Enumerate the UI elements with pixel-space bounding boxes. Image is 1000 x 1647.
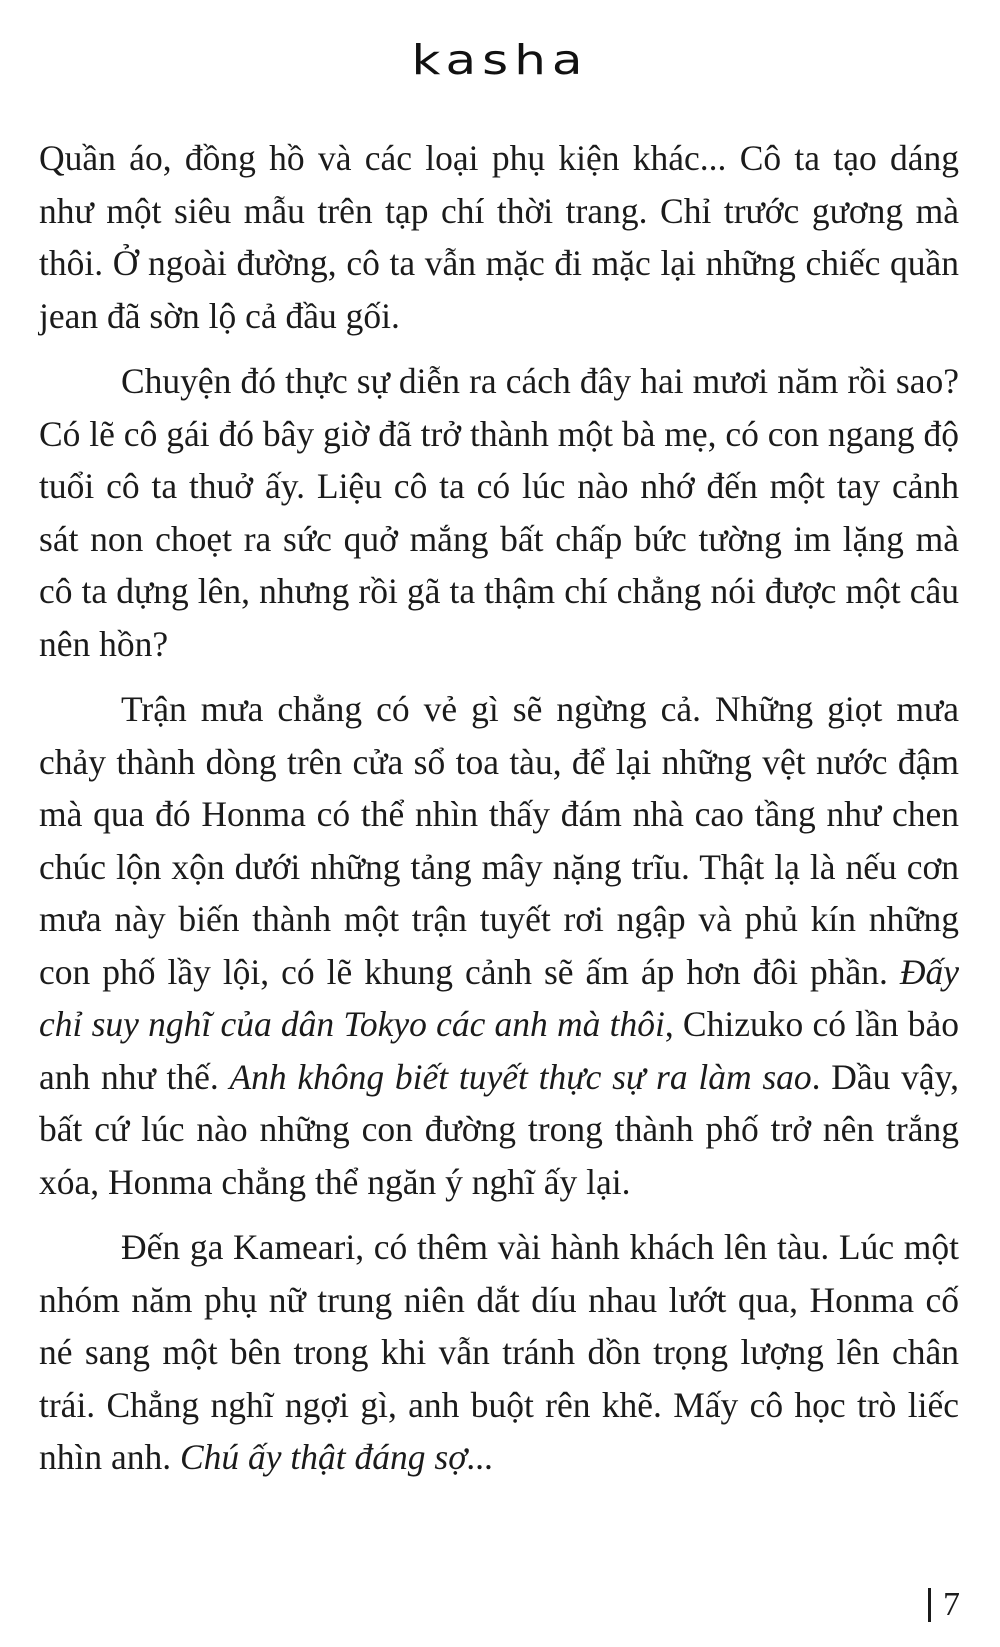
page-number: 7 (943, 1586, 960, 1623)
text-segment: Trận mưa chẳng có vẻ gì sẽ ngừng cả. Những giọt mưa chảy thành dòng trên cửa sổ toa tàu, để lại những vệt nước đậm mà qua đó Honma có thể nhìn thấy đám nhà cao tầng như chen chúc lộn xộn dưới những tảng mây nặng trĩu. Thật lạ là nếu cơn mưa này biến thành một trận tuyết rơi ngập và phủ kín những con phố lầy lội, có lẽ khung cảnh sẽ ấm áp hơn đôi phần. (39, 689, 959, 992)
paragraph-1 (39, 132, 959, 342)
page-number-divider (928, 1588, 931, 1622)
paragraph-3 (39, 683, 959, 1208)
paragraph-4 (39, 1221, 959, 1484)
text-segment: Đến ga Kameari, có thêm vài hành khách lên tàu. Lúc một nhóm năm phụ nữ trung niên dắt díu nhau lướt qua, Honma cố né sang một bên trong khi vẫn tránh dồn trọng lượng lên chân trái. Chẳng nghĩ ngợi gì, anh buột rên khẽ. Mấy cô học trò liếc nhìn anh. (39, 1227, 959, 1477)
italic-text-segment: Đấy chỉ suy nghĩ của dân Tokyo các anh mà thôi (39, 951, 959, 1044)
book-title: kasha (411, 36, 589, 84)
body-text (39, 132, 959, 1484)
text-segment: , Chizuko có lần bảo anh như thế. (39, 1004, 959, 1097)
italic-text-segment: Chú ấy thật đáng sợ... (180, 1437, 494, 1477)
italic-text-segment: Anh không biết tuyết thực sự ra làm sao (229, 1056, 812, 1097)
text-segment: . Dầu vậy, bất cứ lúc nào những con đường trong thành phố trở nên trắng xóa, Honma chẳng thể ngăn ý nghĩ ấy lại. (39, 1056, 959, 1202)
page-number-block (928, 1585, 960, 1625)
text-segment: Quần áo, đồng hồ và các loại phụ kiện khác... Cô ta tạo dáng như một siêu mẫu trên tạp chí thời trang. Chỉ trước gương mà thôi. Ở ngoài đường, cô ta vẫn mặc đi mặc lại những chiếc quần jean đã sờn lộ cả đầu gối. (39, 138, 959, 336)
running-header (0, 20, 1000, 100)
text-segment: Chuyện đó thực sự diễn ra cách đây hai mươi năm rồi sao? Có lẽ cô gái đó bây giờ đã trở thành một bà mẹ, có con ngang độ tuổi cô ta thuở ấy. Liệu cô ta có lúc nào nhớ đến một tay cảnh sát non choẹt ra sức quở mắng bất chấp bức tường im lặng mà cô ta dựng lên, nhưng rồi gã ta thậm chí chẳng nói được một câu nên hồn? (39, 361, 959, 664)
paragraph-2 (39, 355, 959, 670)
